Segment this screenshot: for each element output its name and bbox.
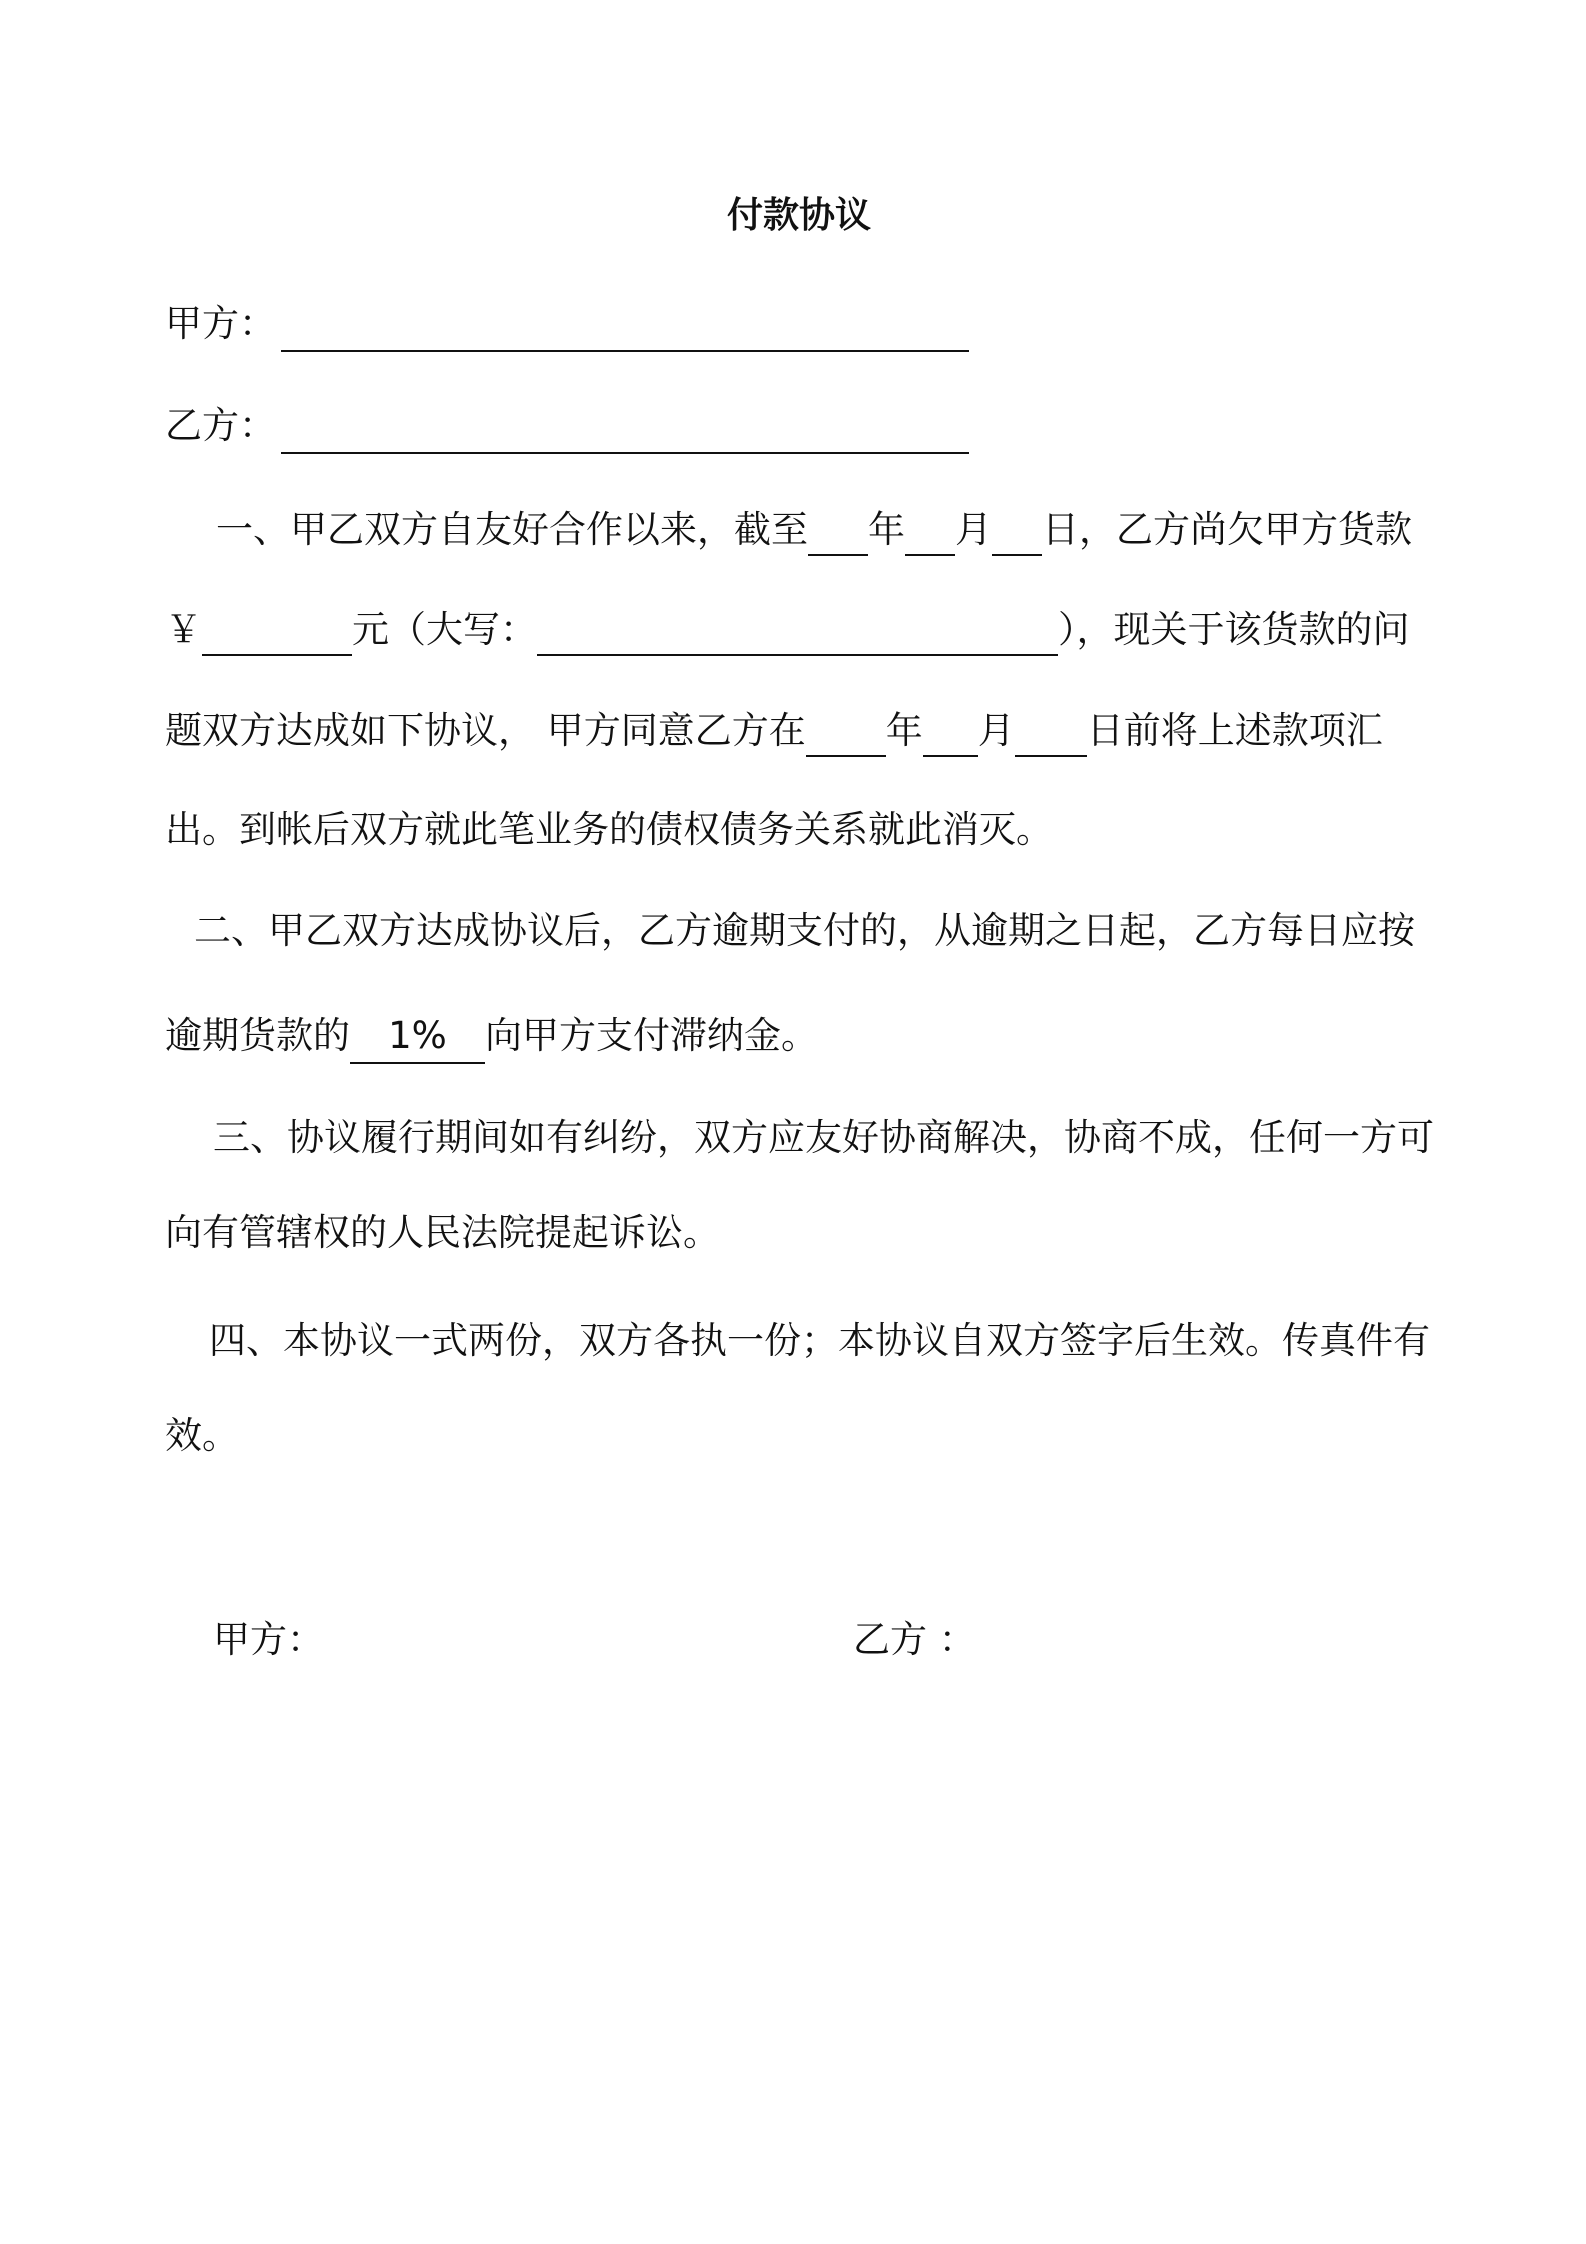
party-a-blank — [281, 299, 969, 352]
due-day-blank — [1015, 706, 1087, 757]
clause-1-text: 日，乙方尚欠甲方货款 — [1042, 508, 1412, 551]
due-year-blank — [806, 706, 886, 757]
clause-1-line-4 — [165, 805, 1053, 859]
clause-2-line-2 — [165, 1011, 818, 1065]
clause-1-text: 一、甲乙双方自友好合作以来，截至 — [216, 508, 808, 551]
late-fee-rate: 1% — [350, 1011, 485, 1064]
clause-4-line-2 — [165, 1411, 239, 1465]
clause-1-text: 日前将上述款项汇 — [1086, 709, 1383, 752]
signature-party-b — [853, 1615, 976, 1669]
clause-4-text: 四、本协议一式两份，双方各执一份；本协议自双方签字后生效。传真件有 — [209, 1319, 1430, 1362]
clause-1-text: ），现关于该货款的问 — [1058, 608, 1410, 651]
clause-3-text: 向有管辖权的人民法院提起诉讼。 — [165, 1211, 720, 1254]
party-a-row — [165, 299, 969, 353]
clause-3-line-2 — [165, 1208, 720, 1262]
as-of-year-blank — [808, 505, 868, 556]
clause-4-text: 效。 — [165, 1414, 239, 1457]
clause-1-text: 出。到帐后双方就此笔业务的债权债务关系就此消灭。 — [165, 808, 1053, 851]
clause-3-text: 三、协议履行期间如有纠纷，双方应友好协商解决，协商不成，任何一方可 — [213, 1116, 1434, 1159]
clause-1-line-1 — [216, 505, 1412, 559]
year-label: 年 — [885, 709, 923, 752]
amount-in-words-blank — [537, 605, 1058, 656]
clause-2-text: 逾期货款的 — [165, 1014, 350, 1057]
clause-2-text: 向甲方支付滞纳金。 — [485, 1014, 818, 1057]
clause-1-text: 元（大写： — [352, 608, 537, 651]
signature-party-a-label: 甲方： — [213, 1618, 324, 1661]
due-month-blank — [923, 706, 978, 757]
clause-1-line-2 — [165, 605, 1410, 659]
month-label: 月 — [977, 709, 1015, 752]
amount-blank — [202, 605, 352, 656]
party-b-blank — [281, 401, 969, 454]
clause-1-text: 题双方达成如下协议， 甲方同意乙方在 — [165, 709, 806, 752]
document-title: 付款协议 — [727, 195, 872, 236]
party-a-label: 甲方： — [165, 302, 276, 345]
as-of-day-blank — [992, 505, 1042, 556]
party-b-row — [165, 401, 969, 455]
year-label: 年 — [868, 508, 905, 551]
signature-party-b-label: 乙方 ： — [853, 1618, 976, 1661]
clause-1-line-3 — [165, 706, 1383, 760]
as-of-month-blank — [905, 505, 955, 556]
clause-2-text: 二、甲乙双方达成协议后，乙方逾期支付的，从逾期之日起，乙方每日应按 — [194, 909, 1415, 952]
clause-3-line-1 — [213, 1113, 1434, 1167]
signature-party-a — [213, 1615, 324, 1669]
clause-4-line-1 — [209, 1316, 1430, 1370]
party-b-label: 乙方： — [165, 404, 276, 447]
month-label: 月 — [955, 508, 992, 551]
clause-2-line-1 — [194, 906, 1415, 960]
currency-symbol: ￥ — [165, 608, 202, 651]
